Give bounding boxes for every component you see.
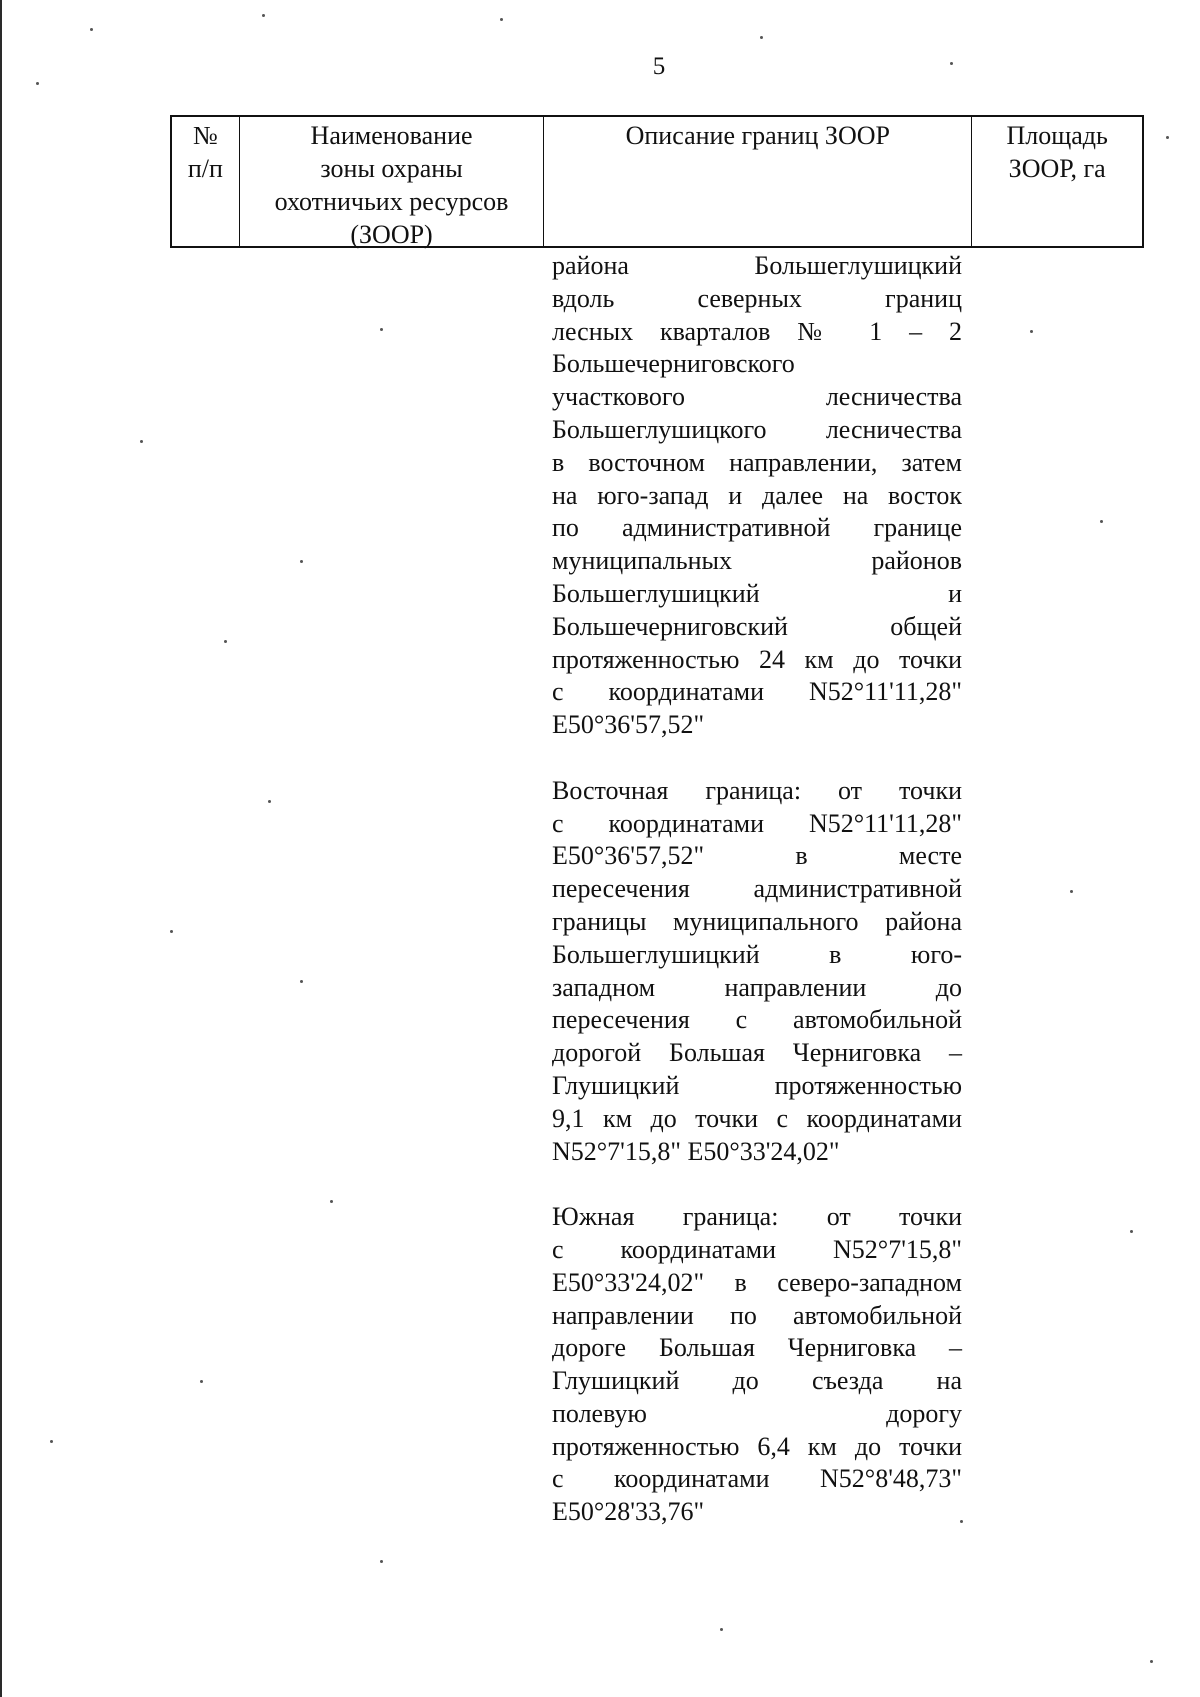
text-line: границы муниципального района bbox=[552, 906, 962, 936]
text-line: вдоль северных границ bbox=[552, 283, 962, 313]
text-line: дорогой Большая Черниговка – bbox=[552, 1038, 962, 1068]
text-line: Южная граница: от точки bbox=[552, 1202, 962, 1232]
text-line: E50°33'24,02" в северо-западном bbox=[552, 1267, 962, 1297]
text-line: 9,1 км до точки с координатами bbox=[552, 1103, 962, 1133]
text-line: протяженностью 6,4 км до точки bbox=[552, 1431, 962, 1461]
text-line: Глушицкий протяженностью bbox=[552, 1070, 962, 1100]
header-cell-boundary-description: Описание границ ЗООР bbox=[544, 117, 972, 246]
text-line: N52°7'15,8" E50°33'24,02" bbox=[552, 1136, 840, 1166]
scan-speck bbox=[170, 930, 173, 933]
text-line: E50°28'33,76" bbox=[552, 1497, 705, 1527]
scan-speck bbox=[760, 36, 763, 39]
text-line: Большеглушицкого лесничества bbox=[552, 414, 962, 444]
text-line: пересечения административной bbox=[552, 874, 962, 904]
scan-left-edge bbox=[0, 0, 2, 1697]
header-cell-zone-name: Наименование зоны охраны охотничьих ресурсов (ЗООР) bbox=[240, 117, 544, 246]
boundary-paragraph bbox=[552, 775, 962, 1169]
header-cell-area: Площадь ЗООР, га bbox=[1006, 121, 1108, 183]
boundary-paragraph bbox=[552, 250, 962, 742]
text-line: Большеглушицкий и bbox=[552, 578, 962, 608]
text-line: полевую дорогу bbox=[552, 1398, 962, 1428]
text-line: района Большеглушицкий bbox=[552, 251, 962, 280]
scan-speck bbox=[200, 1380, 203, 1383]
scan-speck bbox=[380, 1560, 383, 1563]
scan-speck bbox=[330, 1200, 333, 1203]
scan-speck bbox=[720, 1628, 723, 1631]
header-cell-number: № п/п bbox=[172, 117, 240, 246]
text-line: Восточная граница: от точки bbox=[552, 775, 962, 805]
text-line: западном направлении до bbox=[552, 972, 962, 1002]
text-line: Большеглушицкий в юго- bbox=[552, 939, 962, 969]
text-line: направлении по автомобильной bbox=[552, 1300, 962, 1330]
text-line: в восточном направлении, затем bbox=[552, 447, 962, 477]
text-line: Глушицкий до съезда на bbox=[552, 1366, 962, 1396]
scan-speck bbox=[1130, 1230, 1133, 1233]
text-line: муниципальных районов bbox=[552, 546, 962, 576]
boundary-description-column bbox=[552, 250, 962, 1529]
text-line: с координатами N52°11'11,28" bbox=[552, 677, 962, 707]
text-line: E50°36'57,52" bbox=[552, 710, 705, 740]
scan-speck bbox=[36, 82, 39, 85]
paragraph-gap bbox=[552, 742, 962, 775]
scan-speck bbox=[500, 18, 503, 21]
scan-speck bbox=[950, 62, 953, 65]
scan-speck bbox=[1030, 330, 1033, 333]
scan-speck bbox=[140, 440, 143, 443]
page-number: 5 bbox=[652, 53, 666, 80]
table-header-row bbox=[170, 115, 1144, 248]
scan-speck bbox=[1070, 890, 1073, 893]
scan-speck bbox=[50, 1440, 53, 1443]
scan-speck bbox=[300, 560, 303, 563]
scan-speck bbox=[1150, 1660, 1153, 1663]
scan-speck bbox=[960, 1520, 963, 1523]
scan-speck bbox=[1166, 136, 1169, 139]
scan-speck bbox=[90, 28, 93, 31]
text-line: протяженностью 24 км до точки bbox=[552, 644, 962, 674]
boundary-paragraph bbox=[552, 1201, 962, 1529]
text-line: дороге Большая Черниговка – bbox=[552, 1333, 962, 1363]
text-line: Большечерниговского bbox=[552, 349, 795, 379]
text-line: на юго-запад и далее на восток bbox=[552, 480, 962, 510]
text-line: участкового лесничества bbox=[552, 382, 962, 412]
text-line: по административной границе bbox=[552, 513, 962, 543]
text-line: Большечерниговский общей bbox=[552, 611, 962, 641]
scan-speck bbox=[224, 640, 227, 643]
scan-speck bbox=[262, 14, 265, 17]
text-line: лесных кварталов № 1 – 2 bbox=[552, 316, 962, 346]
scan-speck bbox=[268, 800, 271, 803]
text-line: пересечения с автомобильной bbox=[552, 1005, 962, 1035]
scan-speck bbox=[380, 328, 383, 331]
scan-speck bbox=[300, 980, 303, 983]
text-line: с координатами N52°8'48,73" bbox=[552, 1464, 962, 1494]
text-line: E50°36'57,52" в месте bbox=[552, 841, 962, 871]
text-line: с координатами N52°7'15,8" bbox=[552, 1234, 962, 1264]
text-line: с координатами N52°11'11,28" bbox=[552, 808, 962, 838]
paragraph-gap bbox=[552, 1168, 962, 1201]
scan-speck bbox=[1100, 520, 1103, 523]
